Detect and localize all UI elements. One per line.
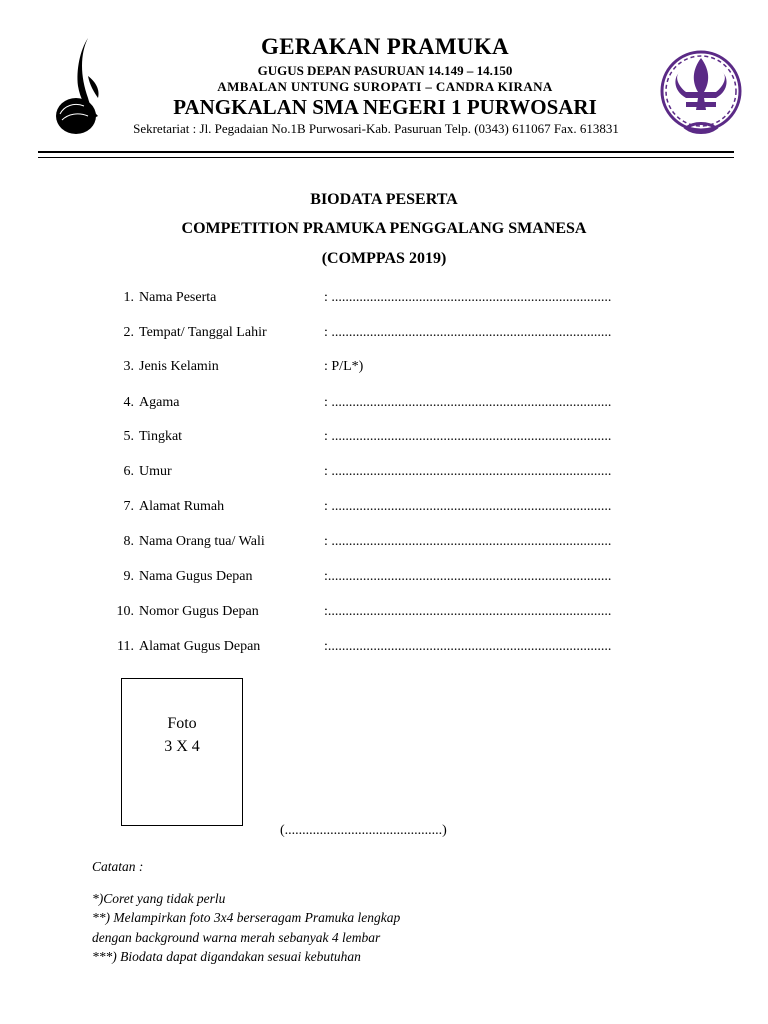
note-line: ***) Biodata dapat digandakan sesuai kebutuhan [92, 949, 361, 964]
note-line: *)Coret yang tidak perlu [92, 891, 226, 906]
field-label: Alamat Rumah [139, 499, 225, 514]
field-number: 8. [123, 534, 134, 549]
form-row [0, 464, 768, 486]
form-row [0, 429, 768, 451]
header-divider-thick [38, 151, 734, 153]
field-label: Nama Orang tua/ Wali [139, 534, 265, 549]
document-title: BIODATA PESERTA [310, 191, 458, 208]
world-scout-emblem-icon [656, 48, 746, 140]
field-label: Nomor Gugus Depan [139, 604, 259, 619]
field-value-blank[interactable]: : ................................................................................ [324, 499, 612, 514]
form-row [0, 359, 768, 381]
gugus-depan-line: GUGUS DEPAN PASURUAN 14.149 – 14.150 [257, 63, 513, 78]
field-label: Tingkat [139, 429, 183, 444]
photo-placeholder [121, 712, 243, 758]
field-label: Agama [139, 395, 180, 410]
field-label: Nama Gugus Depan [139, 569, 253, 584]
ambalan-line: AMBALAN UNTUNG SUROPATI – CANDRA KIRANA [217, 79, 553, 94]
field-number: 10. [116, 604, 134, 619]
notes-heading: Catatan : [92, 859, 144, 874]
field-value-blank[interactable]: :................................................................................. [324, 639, 612, 654]
form-row [0, 499, 768, 521]
header-divider-thin [38, 157, 734, 158]
form-row [0, 290, 768, 312]
competition-title: COMPETITION PRAMUKA PENGGALANG SMANESA [181, 220, 587, 237]
form-row [0, 325, 768, 347]
note-line: **) Melampirkan foto 3x4 berseragam Pramuka lengkap [92, 910, 401, 925]
field-label: Nama Peserta [139, 290, 217, 305]
field-label: Tempat/ Tanggal Lahir [139, 325, 267, 340]
field-value-blank[interactable]: :................................................................................. [324, 604, 612, 619]
field-value-blank[interactable]: :................................................................................. [324, 569, 612, 584]
field-number: 9. [123, 569, 134, 584]
note-line: dengan background warna merah sebanyak 4 lembar [92, 930, 381, 945]
field-number: 1. [123, 290, 134, 305]
form-row [0, 639, 768, 661]
field-number: 6. [123, 464, 134, 479]
field-value-blank[interactable]: : ................................................................................ [324, 429, 612, 444]
field-value-blank[interactable]: : ................................................................................ [324, 325, 612, 340]
field-label: Jenis Kelamin [139, 359, 219, 374]
field-number: 7. [123, 499, 134, 514]
field-number: 2. [123, 325, 134, 340]
field-number: 11. [117, 639, 134, 654]
photo-label: Foto [167, 715, 197, 732]
form-row [0, 569, 768, 591]
field-number: 4. [123, 395, 134, 410]
field-value-blank[interactable]: : ................................................................................ [324, 395, 612, 410]
field-value-gender[interactable]: : P/L*) [324, 359, 364, 374]
field-number: 5. [123, 429, 134, 444]
school-title: PANGKALAN SMA NEGERI 1 PURWOSARI [173, 95, 597, 119]
field-label: Alamat Gugus Depan [139, 639, 261, 654]
competition-subtitle: (COMPPAS 2019) [321, 250, 447, 267]
field-label: Umur [139, 464, 172, 479]
photo-size: 3 X 4 [164, 738, 200, 755]
field-value-blank[interactable]: : ................................................................................ [324, 290, 612, 305]
form-row [0, 534, 768, 556]
signature-line[interactable]: (.............................................) [280, 823, 447, 838]
org-title: GERAKAN PRAMUKA [261, 34, 509, 59]
field-value-blank[interactable]: : ................................................................................ [324, 464, 612, 479]
form-row [0, 395, 768, 417]
secretariat-address: Sekretariat : Jl. Pegadaian No.1B Purwosari-Kab. Pasuruan Telp. (0343) 611067 Fax. 613831 [133, 121, 619, 136]
form-row [0, 604, 768, 626]
field-number: 3. [123, 359, 134, 374]
field-value-blank[interactable]: : ................................................................................ [324, 534, 612, 549]
